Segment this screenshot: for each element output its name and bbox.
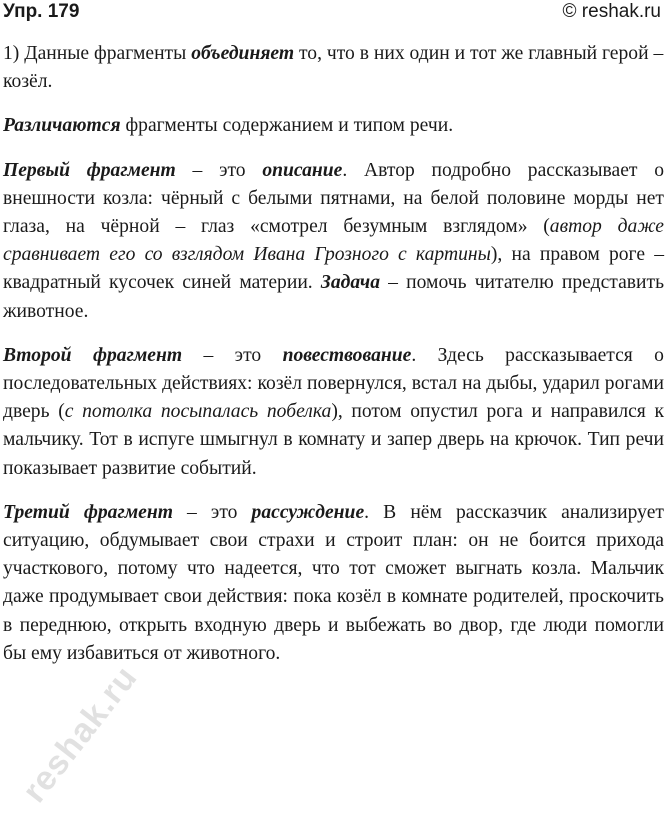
p5-heading: Третий фрагмент bbox=[3, 501, 173, 523]
p4-text-b: – это bbox=[182, 344, 283, 366]
p3-text-b: – это bbox=[175, 159, 263, 181]
p5-text-b: – это bbox=[172, 501, 252, 523]
site-credit[interactable]: © reshak.ru bbox=[562, 1, 661, 22]
p1-text-c: то, что в них один и тот же главный герой – козёл. bbox=[3, 43, 664, 93]
p3-text-h: – помочь читателю представить животное. bbox=[3, 272, 664, 322]
answer-text bbox=[3, 40, 664, 684]
p4-type: повествование bbox=[282, 344, 412, 366]
paragraph-3 bbox=[3, 157, 664, 326]
paragraph-2 bbox=[3, 112, 664, 140]
p3-italic-note: автор даже сравнивает его со взглядом Ивана Грозного с картины bbox=[3, 216, 664, 266]
paragraph-5 bbox=[3, 499, 664, 668]
p3-type: описание bbox=[262, 159, 343, 181]
p1-text-a: 1) Данные фрагменты bbox=[3, 43, 192, 64]
p5-type: рассуждение bbox=[251, 501, 365, 523]
paragraph-1 bbox=[3, 40, 664, 96]
paragraph-4 bbox=[3, 342, 664, 483]
p1-emphasis: объединяет bbox=[191, 43, 295, 64]
p3-heading: Первый фрагмент bbox=[3, 159, 176, 181]
p4-text-f: ), потом опустил рога и направился к мальчику. Тот в испуге шмыгнул в комнату и запер дверь на крючок. Тип речи показывает развитие событий. bbox=[3, 401, 664, 479]
p4-italic-note: с потолка посыпалась побелка bbox=[64, 401, 332, 423]
page-header bbox=[0, 0, 667, 24]
p3-text-f: ), на правом роге – квадратный кусочек синей материи. bbox=[3, 244, 664, 294]
p3-task: Задача bbox=[320, 272, 380, 294]
p2-emphasis: Различаются bbox=[3, 115, 121, 137]
exercise-title: Упр. 179 bbox=[3, 1, 80, 22]
watermark: reshak.ru bbox=[15, 658, 145, 810]
p2-text-b: фрагменты содержанием и типом речи. bbox=[120, 115, 454, 137]
p4-text-d: . Здесь рассказывается о последовательных действиях: козёл повернулся, встал на дыбы, ударил рогами дверь ( bbox=[3, 344, 664, 423]
p3-text-d: . Автор подробно рассказывает о внешности козла: чёрный с белыми пятнами, на белой половине морды нет глаза, на чёрной – глаз «смотрел безумным взглядом» ( bbox=[3, 159, 664, 238]
p4-heading: Второй фрагмент bbox=[3, 344, 183, 366]
p5-text-d: . В нём рассказчик анализирует ситуацию, обдумывает свои страхи и строит план: он не боится прихода участкового, потому что надеется, что тот сможет выгнать козла. Мальчик даже продумывает свои действия: пока козёл в комнате родителей, проскочить в переднюю, открыть входную дверь и выбежать во двор, где люди помогли бы ему избавиться от животного. bbox=[3, 501, 664, 664]
